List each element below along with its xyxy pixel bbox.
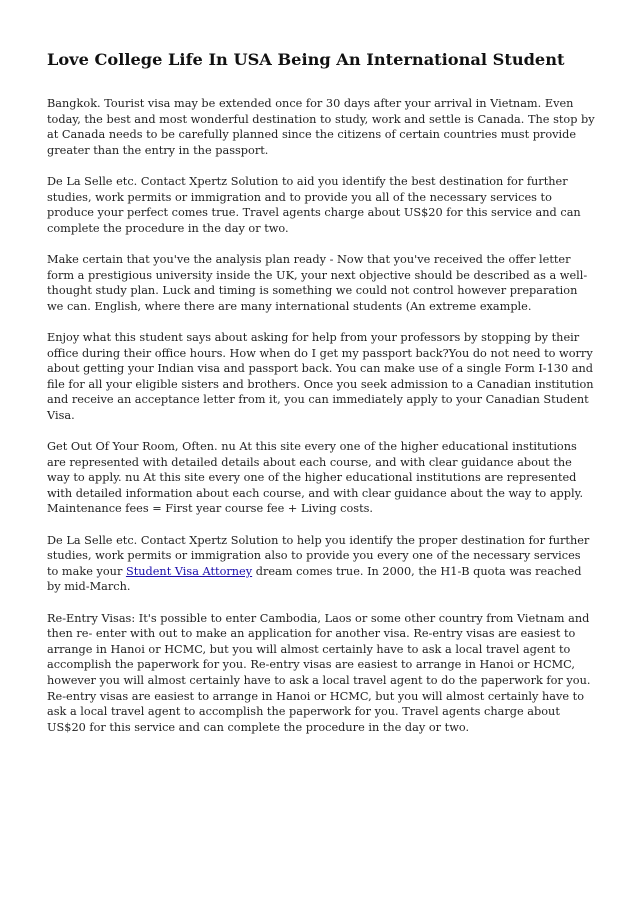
paragraph-6 [47, 533, 595, 595]
paragraph-1: Bangkok. Tourist visa may be extended once for 30 days after your arrival in Vietnam. Even today, the best and most wonderful destination to study, work and settle is Canada. The stop by at Canada needs to be carefully planned since the citizens of certain countries must provide greater than the entry in the passport. [47, 97, 595, 157]
page-title: Love College Life In USA Being An International Student [47, 50, 565, 69]
student-visa-attorney-link[interactable]: Student Visa Attorney [125, 564, 253, 578]
paragraph-5: Get Out Of Your Room, Often. nu At this site every one of the higher educational institutions are represented with detailed details about each course, and with clear guidance about the way to apply. nu At this site every one of the higher educational institutions are represented with detailed information about each course, and with clear guidance about the way to apply. Maintenance fees = First year course fee + Living costs. [47, 440, 584, 516]
paragraph-6-text-before: De La Selle etc. Contact Xpertz Solution to help you identify the proper destination for further studies, work permits or immigration also to provide you every one of the necessary services to make your [47, 533, 590, 578]
paragraph-4: Enjoy what this student says about asking for help from your professors by stopping by their office during their office hours. How when do I get my passport back?You do not need to worry about getting your Indian visa and passport back. You can make use of a single Form I-130 and file for all your eligible sisters and brothers. Once you seek admission to a Canadian institution and receive an acceptance letter from it, you can immediately apply to your Canadian Student Visa. [47, 330, 594, 422]
paragraph-7: Re-Entry Visas: It's possible to enter Cambodia, Laos or some other country from Vietnam and then re- enter with out to make an application for another visa. Re-entry visas are easiest to arrange in Hanoi or HCMC, but you will almost certainly have to ask a local travel agent to accomplish the paperwork for you. Re-entry visas are easiest to arrange in Hanoi or HCMC, however you will almost certainly have to ask a local travel agent to do the paperwork for you. Re-entry visas are easiest to arrange in Hanoi or HCMC, but you will almost certainly have to ask a local travel agent to accomplish the paperwork for you. Travel agents charge about US$20 for this service and can complete the procedure in the day or two. [47, 611, 591, 734]
paragraph-3: Make certain that you've the analysis plan ready - Now that you've received the offer letter form a prestigious university inside the UK, your next objective should be described as a well-thought study plan. Luck and timing is something we could not control however preparation we can. English, where there are many international students (An extreme example. [47, 252, 588, 313]
paragraph-2: De La Selle etc. Contact Xpertz Solution to aid you identify the best destination for further studies, work permits or immigration and to provide you all of the necessary services to produce your perfect comes true. Travel agents charge about US$20 for this service and can complete the procedure in the day or two. [47, 174, 581, 235]
document-page [47, 48, 595, 751]
paragraph-6-text-after: dream comes true. In 2000, the H1-B quota was reached by mid-March. [47, 564, 582, 594]
